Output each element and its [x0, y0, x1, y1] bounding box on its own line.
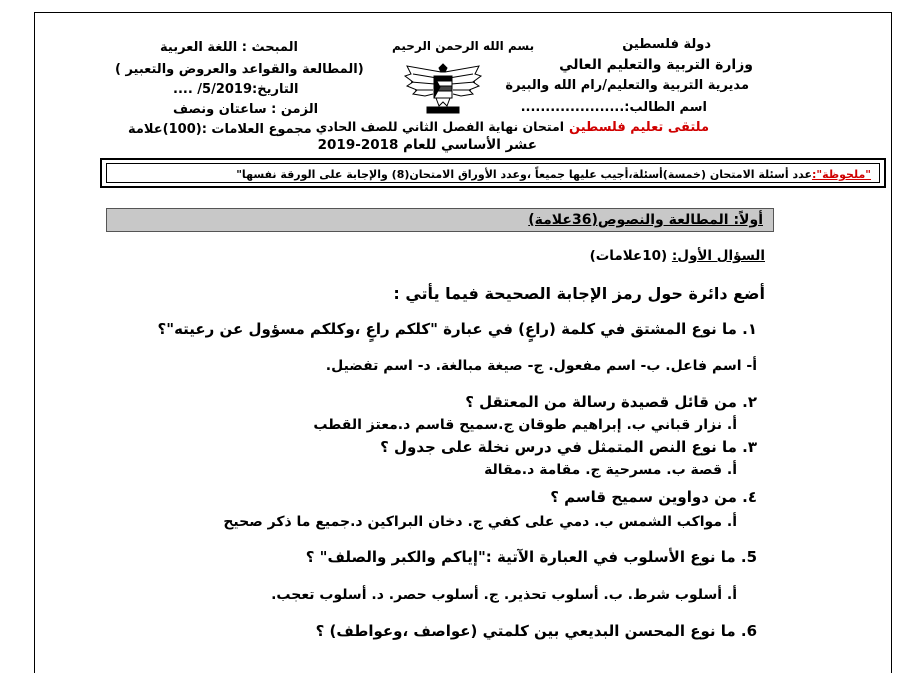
note-label: "ملحوظة":	[811, 168, 871, 181]
question1-marks: (10علامات)	[589, 248, 668, 264]
header-state: دولة فلسطين	[622, 37, 711, 52]
question-number: ٢.	[742, 393, 757, 411]
question-options-4: أ. مواكب الشمس ب. دمي على كفي ج. دخان البراكين د.جميع ما ذكر صحيح	[223, 514, 737, 530]
question-number: ١.	[742, 320, 757, 338]
note-inner	[106, 163, 880, 183]
header-exam-year: عشر الأساسي للعام 2018-2019	[317, 137, 537, 153]
header-exam-title: امتحان نهاية الفصل الثاني للصف الحادي	[315, 119, 564, 134]
section-title: أولاً: المطالعة والنصوص(36علامة)	[528, 212, 763, 228]
question-text: من دواوين سميح قاسم ؟	[550, 488, 737, 506]
question-item-2	[465, 393, 757, 411]
question-options-5: أ. أسلوب شرط. ب. أسلوب تحذير. ج. أسلوب حصر. د. أسلوب تعجب.	[271, 587, 737, 603]
question-number: 6.	[740, 622, 757, 640]
note-text: عدد أسئلة الامتحان (خمسة)أسئلة،أجيب عليها جميعاً ،وعدد الأوراق الامتحان(8) والإجابة على الورقة نفسها"	[236, 168, 812, 181]
header-student-name: اسم الطالب:.....................	[520, 100, 707, 115]
note-box	[100, 158, 886, 188]
question-number: ٤.	[742, 488, 757, 506]
question-number: 5.	[740, 548, 757, 566]
question-item-5	[306, 548, 757, 566]
question-number: ٣.	[742, 438, 757, 456]
header-site-name: ملتقى تعليم فلسطين	[569, 120, 709, 135]
question1-label: السؤال الأول:	[671, 248, 765, 264]
question1-instruction: أضع دائرة حول رمز الإجابة الصحيحة فيما يأتي :	[393, 284, 765, 303]
question-text: ما نوع المحسن البديعي بين كلمتي (عواصف ،وعواطف) ؟	[315, 622, 736, 640]
question-text: ما نوع الأسلوب في العبارة الآتية :"إياكم والكبر والصلف" ؟	[305, 548, 736, 566]
section-bar	[106, 208, 774, 232]
question-item-1	[158, 320, 757, 338]
header-total-marks: مجموع العلامات :(100)علامة	[128, 122, 312, 137]
question-item-6	[316, 622, 757, 640]
header-time: الزمن : ساعتان ونصف	[173, 102, 319, 117]
question-item-4	[550, 488, 757, 506]
question-text: ما نوع النص المتمثل في درس نخلة على جدول ؟	[380, 438, 737, 456]
question-text: ما نوع المشتق في كلمة (راعٍ) في عبارة "كلكم راعٍ ،وكلكم مسؤول عن رعيته"؟	[157, 320, 737, 338]
header-ministry: وزارة التربية والتعليم العالي	[559, 57, 753, 73]
header-date: التاريخ:5/2019/ ....	[173, 82, 299, 97]
header-basmala: بسم الله الرحمن الرحيم	[392, 39, 535, 53]
question-options-1: أ- اسم فاعل. ب- اسم مفعول. ج- صيغة مبالغة. د- اسم تفضيل.	[325, 358, 757, 374]
question-item-3	[380, 438, 757, 456]
header-subject: المبحث : اللغة العربية	[160, 40, 298, 55]
question-options-3: أ. قصة ب. مسرحية ج. مقامة د.مقالة	[484, 462, 737, 478]
header-branches: (المطالعة والقواعد والعروض والتعبير )	[115, 62, 364, 77]
question-options-2: أ. نزار قباني ب. إبراهيم طوقان ج.سميح قاسم د.معتز القطب	[313, 417, 737, 433]
question1-header	[590, 248, 765, 264]
question-text: من قائل قصيدة رسالة من المعتقل ؟	[465, 393, 737, 411]
palestine-eagle-emblem-icon	[403, 58, 483, 116]
header-directorate: مديرية التربية والتعليم/رام الله والبيرة	[505, 78, 749, 93]
